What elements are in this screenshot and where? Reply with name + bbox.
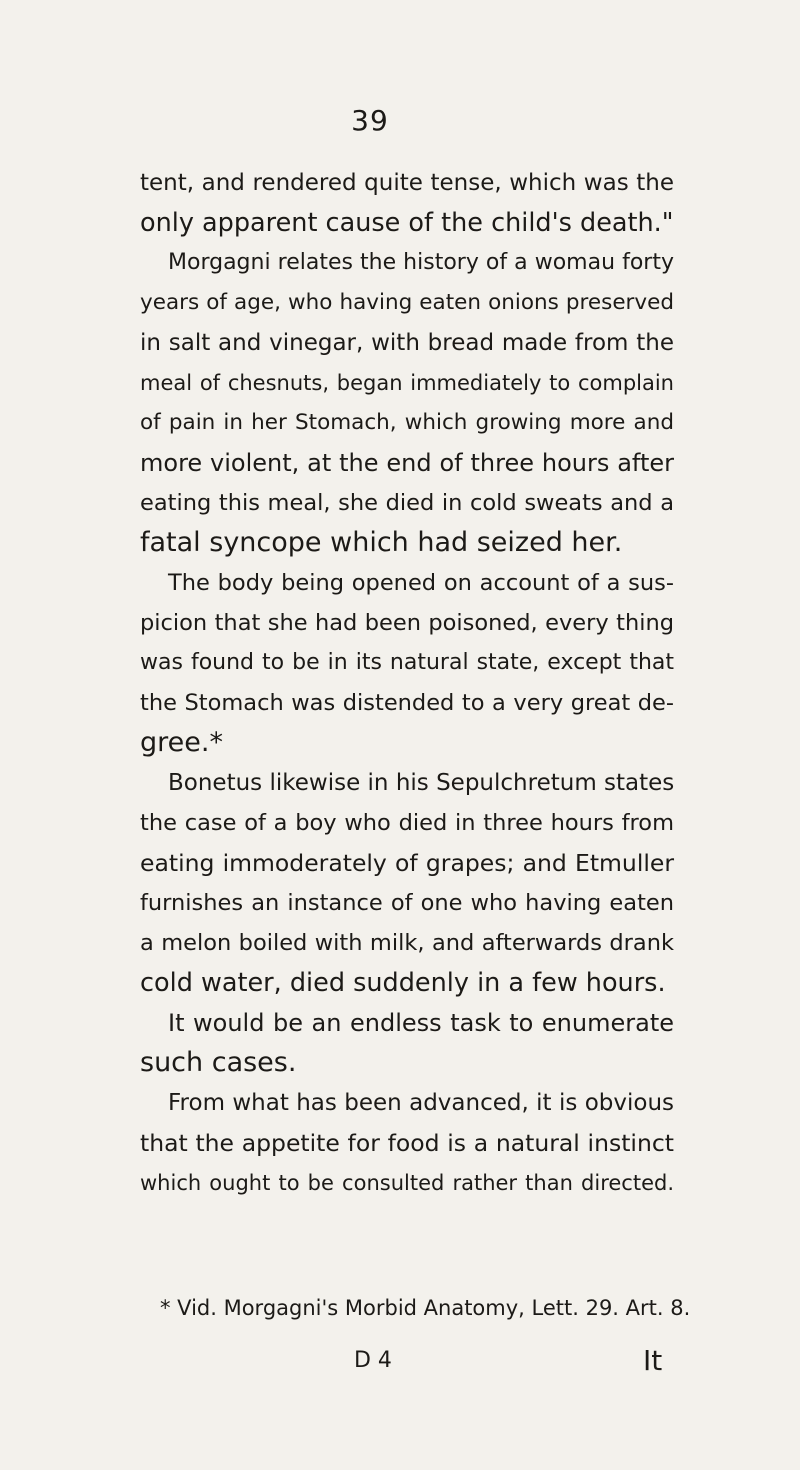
text-line: which ought to be consulted rather than directed. — [140, 1171, 674, 1195]
text-line: the case of a boy who died in three hours from — [140, 810, 674, 836]
text-line: Morgagni relates the history of a womau forty — [168, 250, 674, 275]
text-line: picion that she had been poisoned, every thing — [140, 610, 674, 636]
footnote: * Vid. Morgagni's Morbid Anatomy, Lett. 29. Art. 8. — [160, 1296, 691, 1320]
page-number: 39 — [351, 104, 389, 137]
text-line: furnishes an instance of one who having eaten — [140, 890, 674, 916]
text-line: years of age, who having eaten onions preserved — [140, 290, 674, 315]
text-line: Bonetus likewise in his Sepulchretum states — [168, 770, 675, 796]
text-line: such cases. — [140, 1047, 297, 1078]
text-line: fatal syncope which had seized her. — [140, 527, 623, 558]
text-line: tent, and rendered quite tense, which was the — [140, 170, 674, 196]
text-line: a melon boiled with milk, and afterwards drank — [140, 930, 674, 956]
text-line: meal of chesnuts, began immediately to complain — [140, 371, 674, 395]
text-line: more violent, at the end of three hours after — [140, 449, 674, 477]
text-line: only apparent cause of the child's death." — [140, 208, 674, 238]
text-line: that the appetite for food is a natural instinct — [140, 1129, 674, 1157]
text-line: eating immoderately of grapes; and Etmuller — [140, 849, 674, 877]
signature-mark: D 4 — [354, 1348, 392, 1373]
text-line: From what has been advanced, it is obvious — [168, 1090, 674, 1116]
text-line: The body being opened on account of a sus- — [168, 570, 674, 596]
text-line: gree.* — [140, 727, 223, 758]
text-line: the Stomach was distended to a very great de- — [140, 690, 674, 716]
text-line: eating this meal, she died in cold sweats and a — [140, 490, 674, 516]
catchword: It — [643, 1344, 663, 1377]
text-line: It would be an endless task to enumerate — [168, 1009, 674, 1037]
text-line: of pain in her Stomach, which growing more and — [140, 410, 674, 435]
text-line: cold water, died suddenly in a few hours. — [140, 968, 666, 998]
text-line: was found to be in its natural state, except that — [140, 650, 674, 675]
text-line: in salt and vinegar, with bread made from the — [140, 330, 674, 356]
